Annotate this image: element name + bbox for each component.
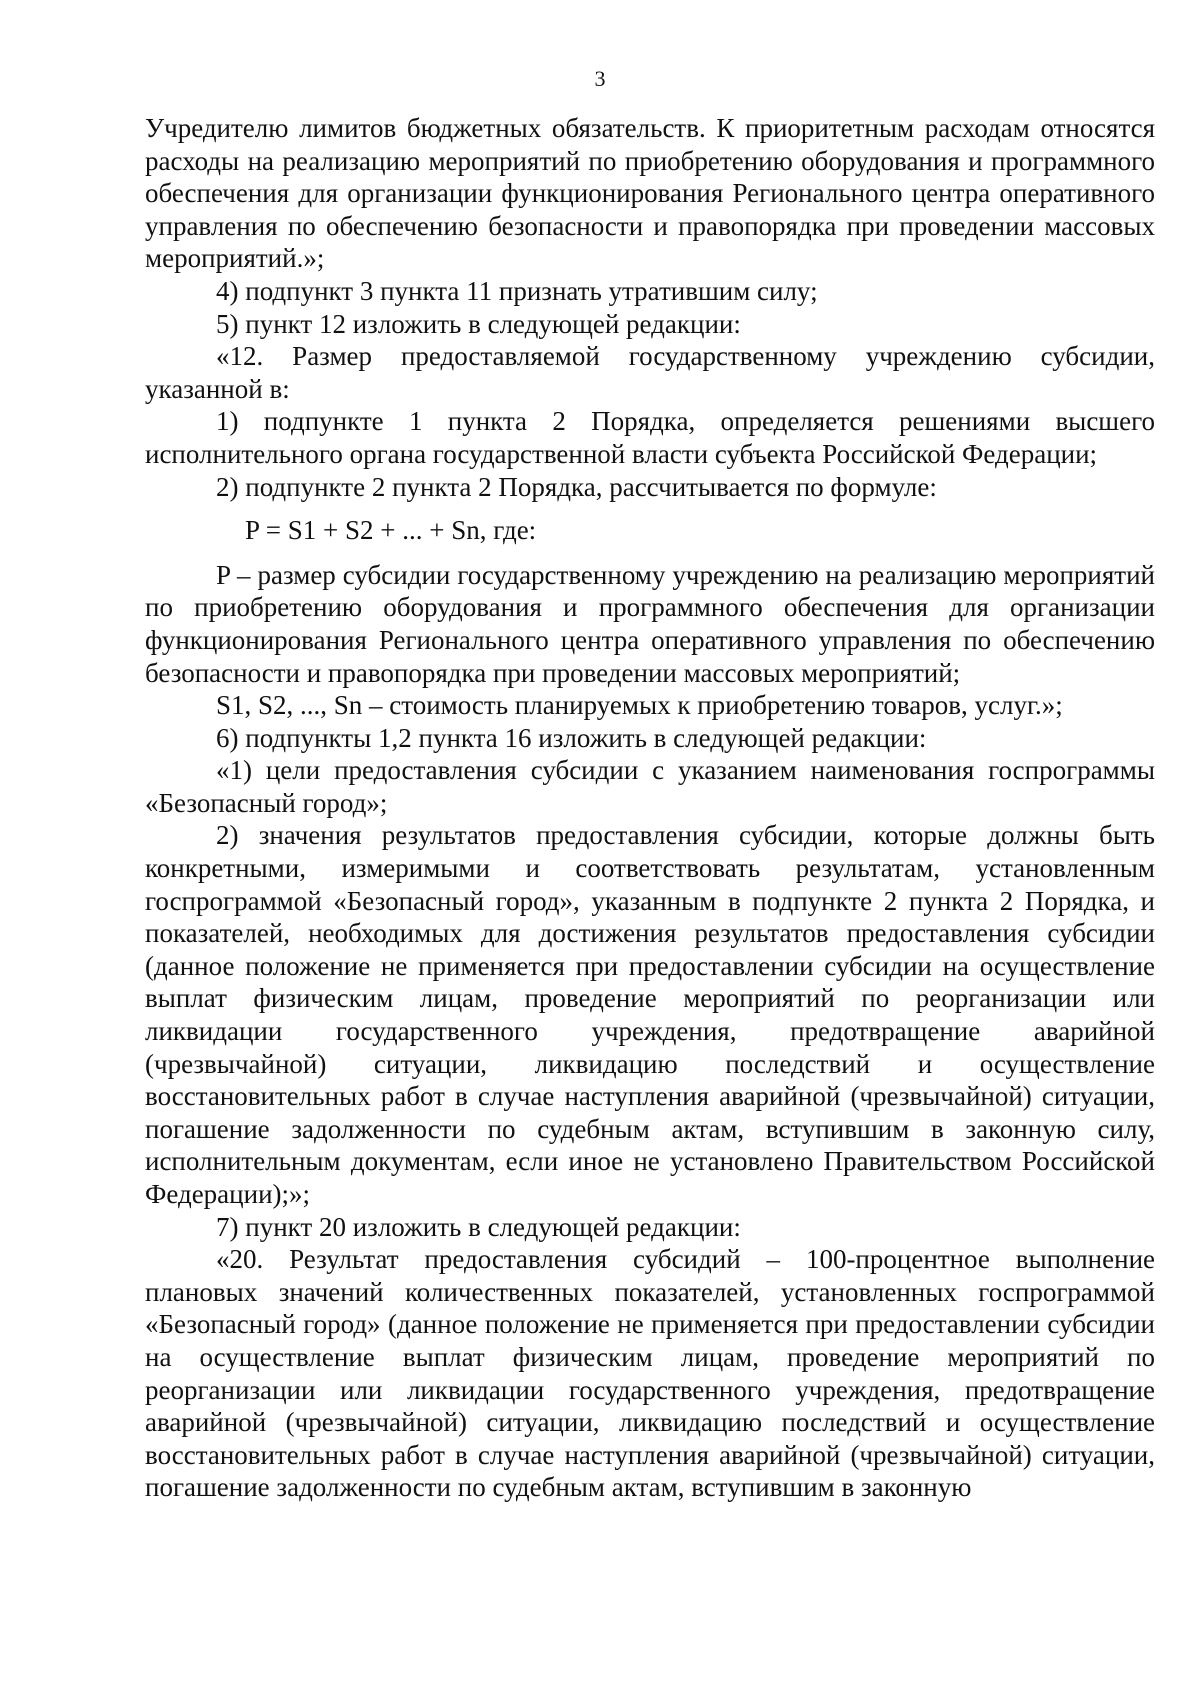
paragraph-subclause-1: 1) подпункте 1 пункта 2 Порядка, определяется решениями высшего исполнительного органа государственной власти субъекта Российской Федерации; (145, 406, 1155, 469)
paragraph-item-4: 4) подпункт 3 пункта 11 признать утратившим силу; (216, 275, 818, 306)
paragraph-item-6: 6) подпункты 1,2 пункта 16 изложить в следующей редакции: (216, 722, 927, 753)
paragraph-s-definition: S1, S2, ..., Sn – стоимость планируемых к приобретению товаров, услуг.»; (216, 690, 1063, 721)
paragraph-item-7: 7) пункт 20 изложить в следующей редакции: (216, 1211, 741, 1242)
paragraph-item-5: 5) пункт 12 изложить в следующей редакции: (216, 308, 741, 339)
paragraph-budget-priorities: Учредителю лимитов бюджетных обязательств. К приоритетным расходам относятся расходы на реализацию мероприятий по приобретению оборудования и программного обеспечения для организации функционирования Регионального центра оперативного управления по обеспечению безопасности и правопорядка при проведении массовых мероприятий.»; (145, 113, 1155, 274)
paragraph-clause-12: «12. Размер предоставляемой государственному учреждению субсидии, указанной в: (145, 341, 1155, 404)
document-body (145, 112, 1155, 1504)
paragraph-subclause-2: 2) подпункте 2 пункта 2 Порядка, рассчитывается по формуле: (216, 471, 937, 502)
paragraph-p-definition: P – размер субсидии государственному учреждению на реализацию мероприятий по приобретению оборудования и программного обеспечения для организации функционирования Регионального центра оперативного управления по обеспечению безопасности и правопорядка при проведении массовых мероприятий; (145, 559, 1155, 688)
formula: P = S1 + S2 + ... + Sn, где: (245, 515, 537, 546)
paragraph-clause-20: «20. Результат предоставления субсидий – 100-процентное выполнение плановых значений количественных показателей, установленных госпрограммой «Безопасный город» (данное положение не применяется при предоставлении субсидии на осуществление выплат физическим лицам, проведение мероприятий по реорганизации или ликвидации государственного учреждения, предотвращение аварийной (чрезвычайной) ситуации, ликвидацию последствий и осуществление восстановительных работ в случае наступления аварийной (чрезвычайной) ситуации, погашение задолженности по судебным актам, вступившим в законную (145, 1244, 1155, 1503)
page-number: 3 (594, 66, 606, 91)
paragraph-goal-1: «1) цели предоставления субсидии с указанием наименования госпрограммы «Безопасный город»; (145, 755, 1155, 818)
paragraph-results-2: 2) значения результатов предоставления субсидии, которые должны быть конкретными, измеримыми и соответствовать результатам, установленным госпрограммой «Безопасный город», указанным в подпункте 2 пункта 2 Порядка, и показателей, необходимых для достижения результатов предоставления субсидии (данное положение не применяется при предоставлении субсидии на осуществление выплат физическим лицам, проведение мероприятий по реорганизации или ликвидации государственного учреждения, предотвращение аварийной (чрезвычайной) ситуации, ликвидацию последствий и осуществление восстановительных работ в случае наступления аварийной (чрезвычайной) ситуации, погашение задолженности по судебным актам, вступившим в законную силу, исполнительным документам, если иное не установлено Правительством Российской Федерации);»; (145, 820, 1155, 1209)
